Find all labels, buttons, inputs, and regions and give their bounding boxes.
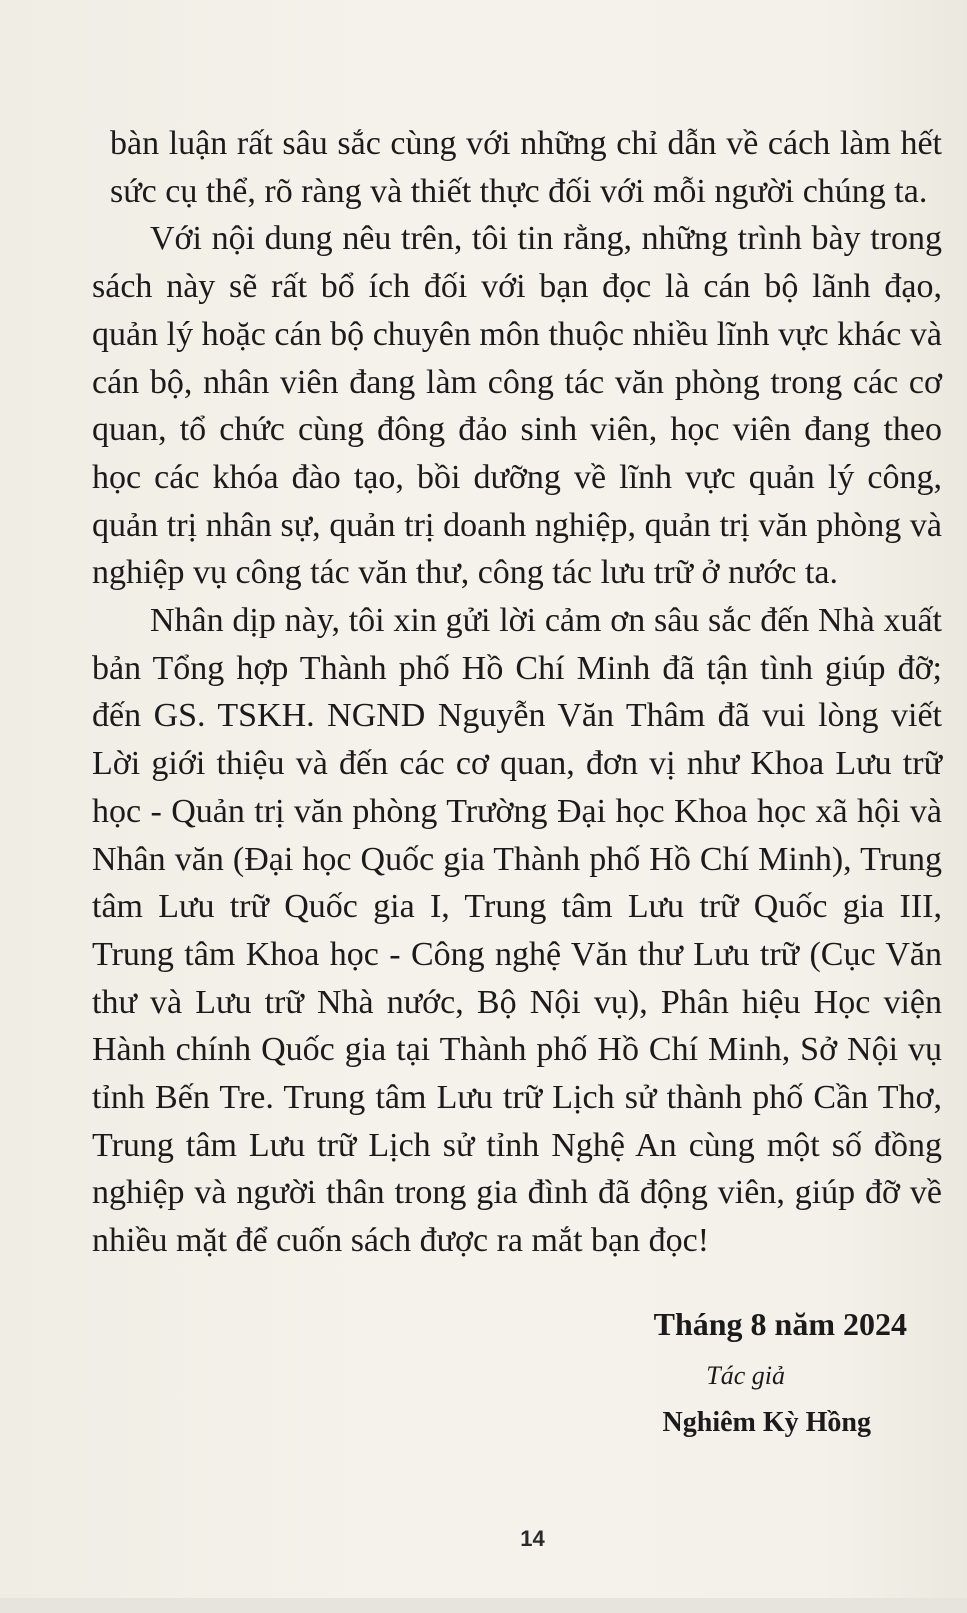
page-number: 14 <box>520 1526 545 1551</box>
paragraph-continuation: bàn luận rất sâu sắc cùng với những chỉ dẫn về cách làm hết sức cụ thể, rõ ràng và thiết thực đối với mỗi người chúng ta. <box>110 125 942 210</box>
page-bottom-edge <box>0 1598 967 1613</box>
author-name: Nghiêm Kỳ Hồng <box>662 1407 871 1438</box>
signature-role: Tác giả <box>706 1361 785 1390</box>
paragraph-acknowledgements: Nhân dịp này, tôi xin gửi lời cảm ơn sâu sắc đến Nhà xuất bản Tổng hợp Thành phố Hồ Chí Minh đã tận tình giúp đỡ; đến GS. TSKH. NGND Nguyễn Văn Thâm đã vui lòng viết Lời giới thiệu và đến các cơ quan, đơn vị như Khoa Lưu trữ học - Quản trị văn phòng Trường Đại học Khoa học xã hội và Nhân văn (Đại học Quốc gia Thành phố Hồ Chí Minh), Trung tâm Lưu trữ Quốc gia I, Trung tâm Lưu trữ Quốc gia III, Trung tâm Khoa học - Công nghệ Văn thư Lưu trữ (Cục Văn thư và Lưu trữ Nhà nước, Bộ Nội vụ), Phân hiệu Học viện Hành chính Quốc gia tại Thành phố Hồ Chí Minh, Sở Nội vụ tỉnh Bến Tre. Trung tâm Lưu trữ Lịch sử thành phố Cần Thơ, Trung tâm Lưu trữ Lịch sử tỉnh Nghệ An cùng một số đồng nghiệp và người thân trong gia đình đã động viên, giúp đỡ về nhiều mặt để cuốn sách được ra mắt bạn đọc! <box>92 602 942 1260</box>
signature-date: Tháng 8 năm 2024 <box>653 1306 907 1342</box>
paragraph-content-usefulness: Với nội dung nêu trên, tôi tin rằng, những trình bày trong sách này sẽ rất bổ ích đối với bạn đọc là cán bộ lãnh đạo, quản lý hoặc cán bộ chuyên môn thuộc nhiều lĩnh vực khác và cán bộ, nhân viên đang làm công tác văn phòng trong các cơ quan, tổ chức cùng đông đảo sinh viên, học viên đang theo học các khóa đào tạo, bồi dưỡng về lĩnh vực quản lý công, quản trị nhân sự, quản trị doanh nghiệp, quản trị văn phòng và nghiệp vụ công tác văn thư, công tác lưu trữ ở nước ta. <box>92 220 942 592</box>
body-text <box>92 120 942 1265</box>
